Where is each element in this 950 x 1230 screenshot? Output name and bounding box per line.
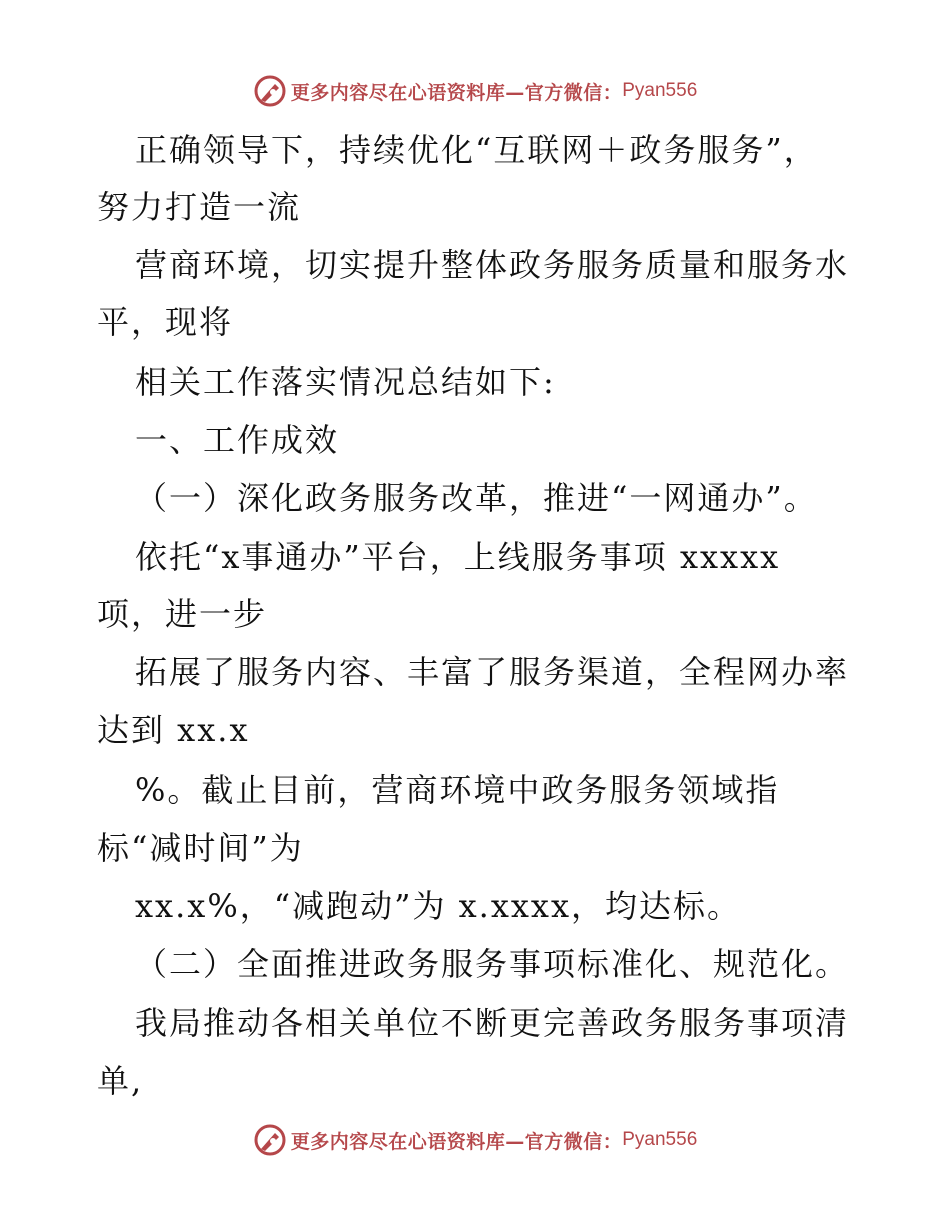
subsection-heading-2: （二）全面推进政务服务事项标准化、规范化。 (135, 945, 850, 983)
watermark-text: 更多内容尽在心语资料库—官方微信： (290, 1130, 623, 1153)
subsection-heading-1: （一）深化政务服务改革，推进“一网通办”。 (135, 479, 818, 517)
body-line-14: xx.x%，“减跑动”为 x.xxxx，均达标。 (135, 887, 742, 925)
watermark-banner-bottom (0, 1120, 950, 1160)
section-heading-achievements: 一、工作成效 (135, 421, 340, 459)
body-line-8: 依托“x事通办”平台，上线服务事项 xxxxx (135, 538, 781, 576)
body-line-1: 正确领导下，持续优化“互联网＋政务服务”， (135, 131, 818, 169)
body-line-17: 单, (97, 1062, 144, 1100)
watermark-banner-top (0, 71, 950, 111)
watermark-handle: Pyan556 (622, 1129, 698, 1150)
watermark-handle: Pyan556 (622, 80, 698, 101)
pen-logo-icon (253, 74, 287, 108)
watermark-text: 更多内容尽在心语资料库—官方微信： (290, 81, 623, 104)
body-line-12: %。截止目前，营商环境中政务服务领域指 (135, 771, 780, 809)
body-line-10: 拓展了服务内容、丰富了服务渠道，全程网办率 (135, 653, 850, 691)
body-line-2: 努力打造一流 (97, 188, 302, 226)
body-line-11: 达到 xx.x (97, 711, 250, 749)
body-line-13: 标“减时间”为 (97, 829, 304, 867)
body-line-5: 相关工作落实情况总结如下: (135, 363, 556, 401)
body-line-9: 项，进一步 (97, 595, 268, 633)
pen-logo-icon (253, 1123, 287, 1157)
body-line-3: 营商环境，切实提升整体政务服务质量和服务水 (135, 246, 850, 284)
body-line-16: 我局推动各相关单位不断更完善政务服务事项清 (135, 1004, 850, 1042)
body-line-4: 平，现将 (97, 303, 234, 341)
